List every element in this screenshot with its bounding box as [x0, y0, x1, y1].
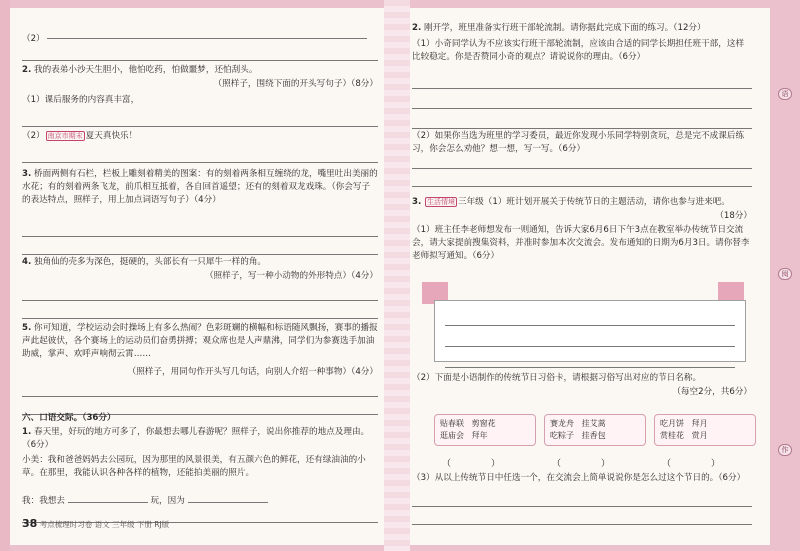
r-q2-2: （2）如果你当选为班里的学习委员，最近你发现小乐同学特别贪玩，总是完不成课后练习，你会怎么劝他？想一想，写一写。（6分） [412, 131, 745, 154]
custom-card-3: 吃月饼 拜月 赏桂花 赏月 [654, 414, 756, 446]
q6-main: 你可知道，学校运动会时操场上有多么热闹？色彩斑斓的横幅和标语随风飘扬，赛事的播报声此起彼伏，各个赛场上的运动员们奋勇拼搏；观众席也是人声鼎沸，同学们为参赛选手加油助威，掌声、欢呼声响彻云霄…… [22, 323, 378, 359]
side-label-3: 作 [778, 444, 792, 456]
q1-me-b: 玩，因为 [150, 496, 185, 506]
side-label-2: 阅 [778, 268, 792, 280]
left-border [0, 0, 10, 551]
blank-1[interactable]: （ ） [442, 459, 501, 469]
q6-hint: （照样子，用同句作开头写几句话，向别人介绍一种事物）（4分） [127, 367, 378, 377]
q5-main: 独角仙的壳多为深色，挺硬的，头部长有一只犀牛一样的角。 [33, 257, 267, 267]
q3-2-b: 夏天真快乐！ [85, 131, 138, 141]
q1-me-a: 我：我想去 [22, 496, 65, 506]
page-number: 38 [22, 517, 38, 530]
r-q2-1: （1）小奇同学认为不应该实行班干部轮流制，应该由合适的同学长期担任班干部，这样比较稳定。你是否赞同小奇的观点？请说说你的理由。（6分） [412, 39, 745, 62]
workbook-page: （2） 2. 我的表弟小沙天生胆小，他怕吃药，怕做噩梦，还怕刮头。 （照样子，围绕下面的开头写句子）（8分） （1）课后服务的内容真丰富， （2） 南京市期末 夏天真快乐！ 3. 桥面两侧有石栏，栏板上雕刻着精美的图案：有的刻着两条相互缠绕的龙，嘴里吐出美丽的水花；有的刻着两条飞龙，前爪相互抵着，各自回首遥望；还有的刻着双龙戏珠。（你会写子的表达特点，照样子，用上加点词语写句子）（4分） 4. 独角仙的壳多为深色，挺硬的，头部长有一只犀牛一样的角。 （照样子，写一种小动物的外形特点）（4分） 5. 你可知道，学校运动会时操场上有多么热闹？色彩斑斓的横幅和标语随风飘扬，赛事的播报声此起彼伏，各个赛场上的运动员们奋勇拼搏；观众席也是人声鼎沸，同学们为参赛选手加油助威，掌声、欢呼声响彻云霄…… （照样子，用同句作开头写几句话，向别人介绍一种事物）（4分） 六、口语交际。（36分） 1. 春天里，好玩的地方可多了，你最想去哪儿春游呢？照样子，说出你推荐的地点及理由。（6分） 小美：我和爸爸妈妈去公园玩，因为那里的风景很美，有五颜六色的鲜花，还有绿油油的小草。在那里，我能认识各种各样的植物，还能拍美丽的照片。 我：我想去 玩，因为 2. 刚开学，班里准备实行班干部轮流制。请你据此完成下面的练习。（12分） （1）小奇同学认为不应该实行班干部轮流制，应该由合适的同学长期担任班干部，这样比较稳定。你是否赞同小奇的观点？请说说你的理由。（6分） （2）如果你当选为班里的学习委员，最近你发现小乐同学特别贪玩，总是完不成课后练习，你会怎么劝他？想一想，写一写。（6分） 3. 生活情境 三年级（1）班计划开展关于传统节日的主题活动，请你也参与进来吧。 （18分） （1）班主任李老师想发布一则通知，告诉大家6月6日下午3点在教室举办传统节日交流会，请大家提前搜集资料，并准时参加本次交流会。发布通知的日期为6月3日。请你替李老师拟写通知。（6分） （2）下面是小语制作的传统节日习俗卡，请根据习俗写出对应的节日名称。 （每空2分，共6分） 贴春联 剪窗花 逛庙会 拜年 赛龙舟 挂艾蒿 吃粽子 挂香包 吃月饼 拜月 赏桂花 赏月 （ ） （ ） （ ） （3）从以上传统节日中任选一个，在交流会上简单说说你是怎么过这个节日的。（6分） 38 考点梳理时习卷 语文 三年级 下册 RJ版 语 阅 作 [0, 0, 800, 551]
blank-2[interactable]: （ ） [552, 459, 611, 469]
r-q3-main: 三年级（1）班计划开展关于传统节日的主题活动，请你也参与进来吧。 [457, 197, 730, 207]
custom-card-2: 赛龙舟 挂艾蒿 吃粽子 挂香包 [544, 414, 646, 446]
r-q3-2-score: （每空2分，共6分） [672, 387, 752, 397]
q3-2-a: （2） [22, 131, 45, 141]
r-q3-1: （1）班主任李老师想发布一则通知，告诉大家6月6日下午3点在教室举办传统节日交流会，请大家提前搜集资料，并准时参加本次交流会。发布通知的日期为6月3日。请你替李老师拟写通知。（6分） [412, 225, 750, 261]
footer [22, 517, 378, 530]
q3-main: 我的表弟小沙天生胆小，他怕吃药，怕做噩梦，还怕刮头。 [33, 65, 258, 75]
q4-main: 桥面两侧有石栏，栏板上雕刻着精美的图案：有的刻着两条相互缠绕的龙，嘴里吐出美丽的水花；有的刻着两条飞龙，前爪相互抵着，各自回首遥望；还有的刻着双龙戏珠。（你会写子的表达特点，照样子，用上加点词语写句子）（4分） [22, 169, 378, 205]
q3-1: （1）课后服务的内容真丰富， [22, 95, 140, 105]
q5-hint: （照样子，写一种小动物的外形特点）（4分） [204, 271, 378, 281]
custom-card-1: 贴春联 剪窗花 逛庙会 拜年 [434, 414, 536, 446]
r-q3-score: （18分） [715, 211, 752, 221]
r-q3-2: （2）下面是小语制作的传统节日习俗卡，请根据习俗写出对应的节日名称。 [412, 373, 702, 383]
life-tag: 生活情境 [426, 198, 455, 206]
r-q2-main: 刚开学，班里准备实行班干部轮流制。请你据此完成下面的练习。（12分） [423, 23, 706, 33]
q2-label: （2） [22, 34, 45, 44]
custom-cards [434, 414, 748, 452]
book-info: 考点梳理时习卷 语文 三年级 下册 RJ版 [39, 520, 170, 529]
r-q3-3: （3）从以上传统节日中任选一个，在交流会上简单说说你是怎么过这个节日的。（6分） [412, 473, 746, 483]
q1-main: 春天里，好玩的地方可多了，你最想去哪儿春游呢？照样子，说出你推荐的地点及理由。（6分） [22, 427, 370, 450]
side-label-1: 语 [778, 88, 792, 100]
q1-xiaomei: 小美：我和爸爸妈妈去公园玩，因为那里的风景很美，有五颜六色的鲜花，还有绿油油的小草。在那里，我能认识各种各样的植物，还能拍美丽的照片。 [22, 455, 366, 478]
notice-scroll-box[interactable] [434, 300, 746, 362]
section6-title: 六、口语交际。（36分） [22, 413, 116, 423]
blank-3[interactable]: （ ） [662, 459, 721, 469]
region-tag: 南京市期末 [47, 132, 83, 140]
page-spine [384, 0, 410, 551]
q3-hint: （照样子，围绕下面的开头写句子）（8分） [213, 79, 378, 89]
